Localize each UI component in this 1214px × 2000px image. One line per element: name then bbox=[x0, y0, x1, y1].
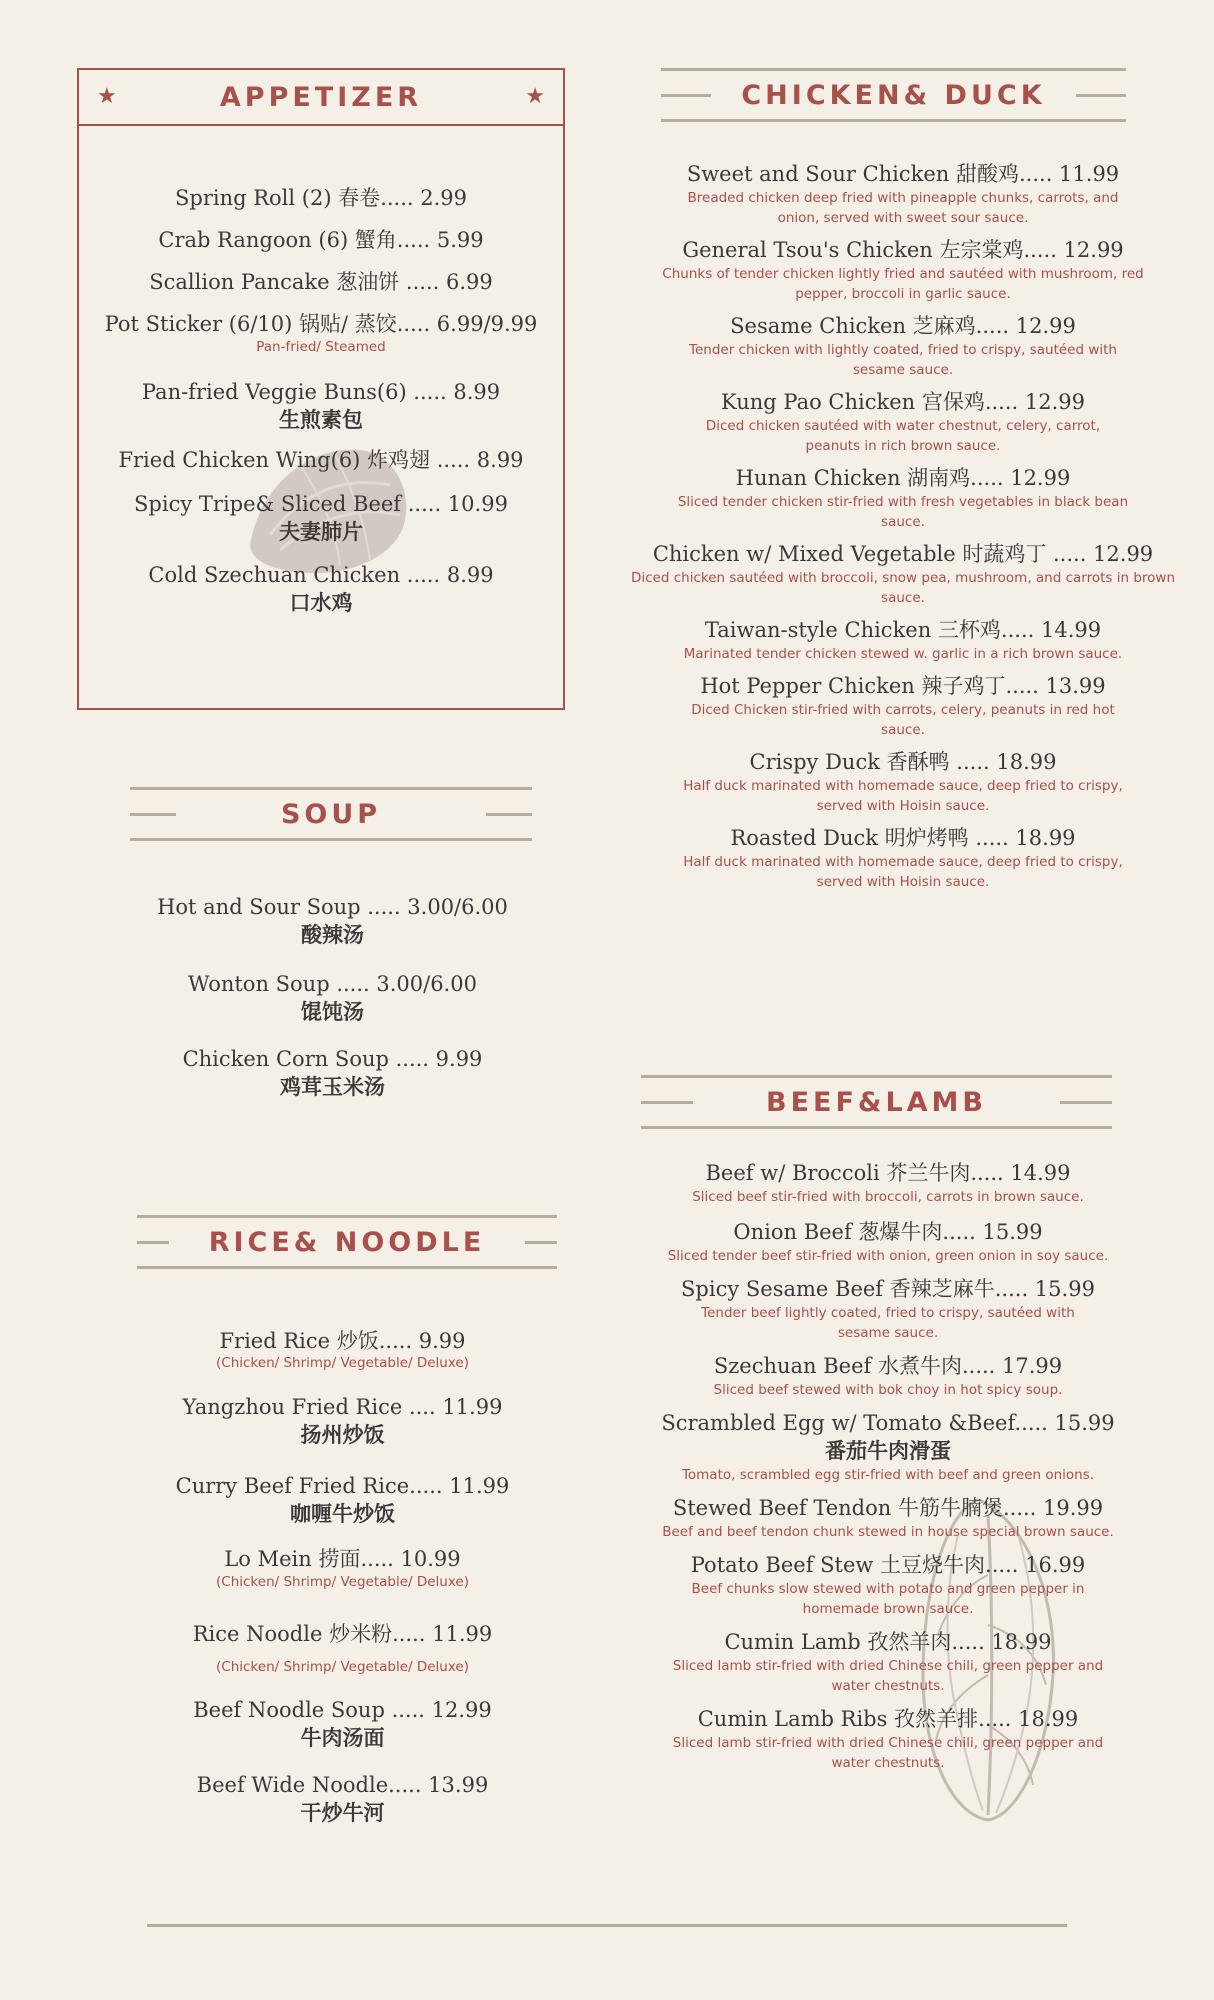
list-item: Yangzhou Fried Rice .... 11.99 扬州炒饭 bbox=[182, 1395, 503, 1447]
list-item: Taiwan-style Chicken 三杯鸡..... 14.99 Marinated tender chicken stewed w. garlic in a rich brown sauce. bbox=[683, 618, 1123, 662]
list-item: Spring Roll (2) 春卷..... 2.99 bbox=[174, 186, 468, 210]
section-title: APPETIZER bbox=[219, 81, 423, 113]
rice-noodle-list bbox=[100, 1328, 585, 1827]
list-item: Pot Sticker (6/10) 锅贴/ 蒸饺..... 6.99/9.99 Pan-fried/ Steamed bbox=[104, 312, 538, 355]
section-title: BEEF&LAMB bbox=[765, 1086, 987, 1118]
list-item: Sweet and Sour Chicken 甜酸鸡..... 11.99 Breaded chicken deep fried with pineapple chunks, carrots, and onion, served with sweet sour sauce. bbox=[686, 162, 1120, 226]
list-item: Hunan Chicken 湖南鸡..... 12.99 Sliced tender chicken stir-fried with fresh vegetables in black bean sauce. bbox=[677, 466, 1129, 530]
list-item: General Tsou's Chicken 左宗棠鸡..... 12.99 Chunks of tender chicken lightly fried and sautéed with mushroom, red pepper, broccoli in garlic sauce. bbox=[662, 238, 1144, 302]
section-title: RICE& NOODLE bbox=[208, 1226, 486, 1258]
list-item: Spicy Sesame Beef 香辣芝麻牛..... 15.99 Tender beef lightly coated, fried to crispy, sautéed with sesame sauce. bbox=[681, 1277, 1095, 1341]
list-item: Lo Mein 捞面..... 10.99 (Chicken/ Shrimp/ Vegetable/ Deluxe) bbox=[216, 1547, 469, 1590]
list-item: Potato Beef Stew 土豆烧牛肉..... 16.99 Beef chunks slow stewed with potato and green pepper in homemade brown sauce. bbox=[690, 1553, 1086, 1617]
list-item: Fried Chicken Wing(6) 炸鸡翅 ..... 8.99 bbox=[118, 448, 524, 472]
list-item: Pan-fried Veggie Buns(6) ..... 8.99 生煎素包 bbox=[141, 380, 501, 432]
list-item: Beef w/ Broccoli 芥兰牛肉..... 14.99 Sliced beef stir-fried with broccoli, carrots in brown sauce. bbox=[692, 1161, 1084, 1205]
list-item: Crispy Duck 香酥鸭 ..... 18.99 Half duck marinated with homemade sauce, deep fried to crispy, served with Hoisin sauce. bbox=[683, 750, 1123, 814]
list-item: Beef Wide Noodle..... 13.99 干炒牛河 bbox=[196, 1773, 489, 1825]
list-item: Chicken Corn Soup ..... 9.99 鸡茸玉米汤 bbox=[182, 1047, 483, 1099]
bottom-divider bbox=[147, 1924, 1067, 1927]
appetizer-list bbox=[77, 185, 565, 617]
soup-header bbox=[130, 787, 532, 841]
soup-list bbox=[90, 894, 575, 1101]
list-item: Roasted Duck 明炉烤鸭 ..... 18.99 Half duck marinated with homemade sauce, deep fried to crispy, served with Hoisin sauce. bbox=[683, 826, 1123, 890]
list-item: Beef Noodle Soup ..... 12.99 牛肉汤面 bbox=[193, 1698, 492, 1750]
list-item: Onion Beef 葱爆牛肉..... 15.99 Sliced tender beef stir-fried with onion, green onion in soy sauce. bbox=[667, 1220, 1109, 1264]
list-item: Cold Szechuan Chicken ..... 8.99 口水鸡 bbox=[148, 563, 494, 615]
list-item: Chicken w/ Mixed Vegetable 时蔬鸡丁 ..... 12.99 Diced chicken sautéed with broccoli, snow pea, mushroom, and carrots in brown sauce. bbox=[630, 542, 1176, 606]
list-item: Fried Rice 炒饭..... 9.99 (Chicken/ Shrimp/ Vegetable/ Deluxe) bbox=[216, 1329, 469, 1371]
list-item: Crab Rangoon (6) 蟹角..... 5.99 bbox=[158, 228, 484, 252]
rice-noodle-header bbox=[137, 1215, 557, 1269]
list-item: Scrambled Egg w/ Tomato &Beef..... 15.99 番茄牛肉滑蛋 Tomato, scrambled egg stir-fried with beef and green onions. bbox=[661, 1411, 1115, 1483]
section-title: CHICKEN& DUCK bbox=[741, 79, 1046, 111]
beef-lamb-list bbox=[622, 1160, 1154, 1773]
list-item: Hot and Sour Soup ..... 3.00/6.00 酸辣汤 bbox=[157, 895, 508, 947]
list-item: Scallion Pancake 葱油饼 ..... 6.99 bbox=[149, 270, 493, 294]
list-item: Kung Pao Chicken 宫保鸡..... 12.99 Diced chicken sautéed with water chestnut, celery, carrot, peanuts in rich brown sauce. bbox=[705, 390, 1101, 454]
list-item: Hot Pepper Chicken 辣子鸡丁..... 13.99 Diced Chicken stir-fried with carrots, celery, peanuts in red hot sauce. bbox=[691, 674, 1115, 738]
list-item: Cumin Lamb Ribs 孜然羊排..... 18.99 Sliced lamb stir-fried with dried Chinese chili, green pepper and water chestnuts. bbox=[672, 1707, 1104, 1771]
beef-lamb-header bbox=[641, 1075, 1112, 1129]
list-item: Rice Noodle 炒米粉..... 11.99 (Chicken/ Shrimp/ Vegetable/ Deluxe) bbox=[192, 1622, 493, 1675]
chicken-duck-header bbox=[661, 68, 1126, 122]
list-item: Szechuan Beef 水煮牛肉..... 17.99 Sliced beef stewed with bok choy in hot spicy soup. bbox=[713, 1354, 1063, 1398]
list-item: Cumin Lamb 孜然羊肉..... 18.99 Sliced lamb stir-fried with dried Chinese chili, green pepper and water chestnuts. bbox=[672, 1630, 1104, 1694]
list-item: Sesame Chicken 芝麻鸡..... 12.99 Tender chicken with lightly coated, fried to crispy, sautéed with sesame sauce. bbox=[689, 314, 1117, 378]
chicken-duck-list bbox=[622, 161, 1184, 892]
list-item: Curry Beef Fried Rice..... 11.99 咖喱牛炒饭 bbox=[175, 1474, 510, 1526]
star-icon: ★ bbox=[97, 84, 117, 109]
list-item: Spicy Tripe& Sliced Beef ..... 10.99 夫妻肺片 bbox=[134, 492, 508, 544]
star-icon: ★ bbox=[525, 84, 545, 109]
list-item: Stewed Beef Tendon 牛筋牛腩煲..... 19.99 Beef and beef tendon chunk stewed in house special brown sauce. bbox=[662, 1496, 1114, 1540]
list-item: Wonton Soup ..... 3.00/6.00 馄饨汤 bbox=[188, 972, 477, 1024]
appetizer-header bbox=[79, 70, 563, 126]
section-title: SOUP bbox=[280, 798, 382, 830]
